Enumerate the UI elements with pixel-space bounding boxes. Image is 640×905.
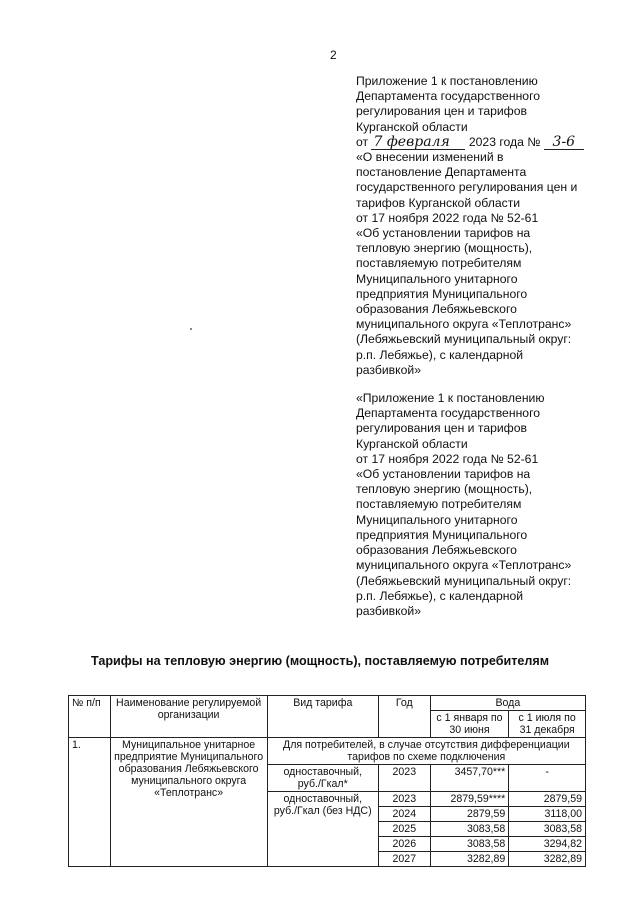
header-first-half: с 1 января по 30 июня <box>430 711 509 738</box>
quoted-line: предприятия Муниципального <box>356 527 528 542</box>
amend-line: Муниципального унитарного <box>356 271 518 286</box>
year-cell: 2023 <box>378 792 430 807</box>
quoted-line: разбивкой» <box>356 603 421 618</box>
first-half-value: 3083,58 <box>430 822 509 837</box>
quoted-line: образования Лебяжьевского <box>356 543 517 558</box>
header-year: Год <box>378 696 430 738</box>
page-number: 2 <box>330 48 337 62</box>
header-tariff-type: Вид тарифа <box>267 696 378 738</box>
appendix-header <box>356 74 618 619</box>
amend-line: тепловую энергию (мощность), <box>356 241 533 256</box>
first-half-value: 3282,89 <box>430 852 509 867</box>
first-half-value: 2879,59**** <box>430 792 509 807</box>
date-year: 2023 года № <box>468 134 541 149</box>
appendix-line: Курганской области <box>356 119 468 134</box>
resolution-date-line <box>356 135 618 150</box>
second-half-value: - <box>509 765 586 792</box>
quoted-line: «Об установлении тарифов на <box>356 467 531 482</box>
amend-line: образования Лебяжьевского <box>356 302 517 317</box>
header-second-half: с 1 июля по 31 декабря <box>509 711 586 738</box>
appendix-line: Приложение 1 к постановлению <box>356 74 538 88</box>
year-cell: 2026 <box>378 837 430 852</box>
scan-speck <box>190 328 192 330</box>
appendix-line: регулирования цен и тарифов <box>356 104 527 119</box>
amend-line: поставляемую потребителям <box>356 256 522 271</box>
year-cell: 2023 <box>378 765 430 792</box>
amend-line: р.п. Лебяжье), с календарной <box>356 347 524 362</box>
quoted-line: Департамента государственного <box>356 406 541 421</box>
quoted-line: Курганской области <box>356 436 468 451</box>
quoted-line: «Приложение 1 к постановлению <box>356 391 545 406</box>
year-cell: 2024 <box>378 807 430 822</box>
amend-line: постановление Департамента <box>356 165 527 180</box>
handwritten-date: 7 февраля <box>371 135 465 150</box>
consumers-note: Для потребителей, в случае отсутствия дифференциации тарифов по схеме подключения <box>267 738 585 765</box>
second-half-value: 3118,00 <box>509 807 586 822</box>
tariff-table <box>68 695 586 867</box>
quoted-line: муниципального округа «Теплотранс» <box>356 558 572 573</box>
date-prefix: от <box>356 134 369 149</box>
amend-line: муниципального округа «Теплотранс» <box>356 317 572 332</box>
year-cell: 2027 <box>378 852 430 867</box>
header-num: № п/п <box>69 696 111 738</box>
amend-line: разбивкой» <box>356 362 421 377</box>
amend-line: от 17 ноября 2022 года № 52-61 <box>356 210 539 225</box>
table-row <box>69 738 586 765</box>
quoted-line: от 17 ноября 2022 года № 52-61 <box>356 451 539 466</box>
second-half-value: 2879,59 <box>509 792 586 807</box>
quoted-line: (Лебяжьевский муниципальный округ: <box>356 573 572 588</box>
second-half-value: 3294,82 <box>509 837 586 852</box>
amend-line: (Лебяжьевский муниципальный округ: <box>356 332 572 347</box>
tariff-type-cell: одноставочный, руб./Гкал* <box>267 765 378 792</box>
header-water: Вода <box>430 696 585 711</box>
handwritten-number: 3-6 <box>544 135 584 150</box>
first-half-value: 3083,58 <box>430 837 509 852</box>
year-cell: 2025 <box>378 822 430 837</box>
second-half-value: 3282,89 <box>509 852 586 867</box>
amend-line: государственного регулирования цен и <box>356 180 578 195</box>
table-header-row <box>69 696 586 711</box>
tariff-type-cell: одноставочный, руб./Гкал (без НДС) <box>267 792 378 867</box>
organization-name: Муниципальное унитарное предприятие Муниципального образования Лебяжьевского муниципального округа «Теплотранс» <box>110 738 267 867</box>
appendix-line: Департамента государственного <box>356 89 541 104</box>
amend-line: «О внесении изменений в <box>356 150 504 165</box>
second-half-value: 3083,58 <box>509 822 586 837</box>
quoted-line: поставляемую потребителям <box>356 497 522 512</box>
quoted-line: Муниципального унитарного <box>356 512 518 527</box>
row-number: 1. <box>69 738 111 867</box>
first-half-value: 3457,70*** <box>430 765 509 792</box>
amend-line: тарифов Курганской области <box>356 195 521 210</box>
first-half-value: 2879,59 <box>430 807 509 822</box>
quoted-line: регулирования цен и тарифов <box>356 421 527 436</box>
quoted-line: р.п. Лебяжье), с календарной <box>356 588 524 603</box>
document-title: Тарифы на тепловую энергию (мощность), поставляемую потребителям <box>90 654 550 668</box>
amend-line: предприятия Муниципального <box>356 286 528 301</box>
quoted-line: тепловую энергию (мощность), <box>356 482 533 497</box>
header-organization: Наименование регулируемой организации <box>110 696 267 738</box>
amend-line: «Об установлении тарифов на <box>356 226 531 241</box>
